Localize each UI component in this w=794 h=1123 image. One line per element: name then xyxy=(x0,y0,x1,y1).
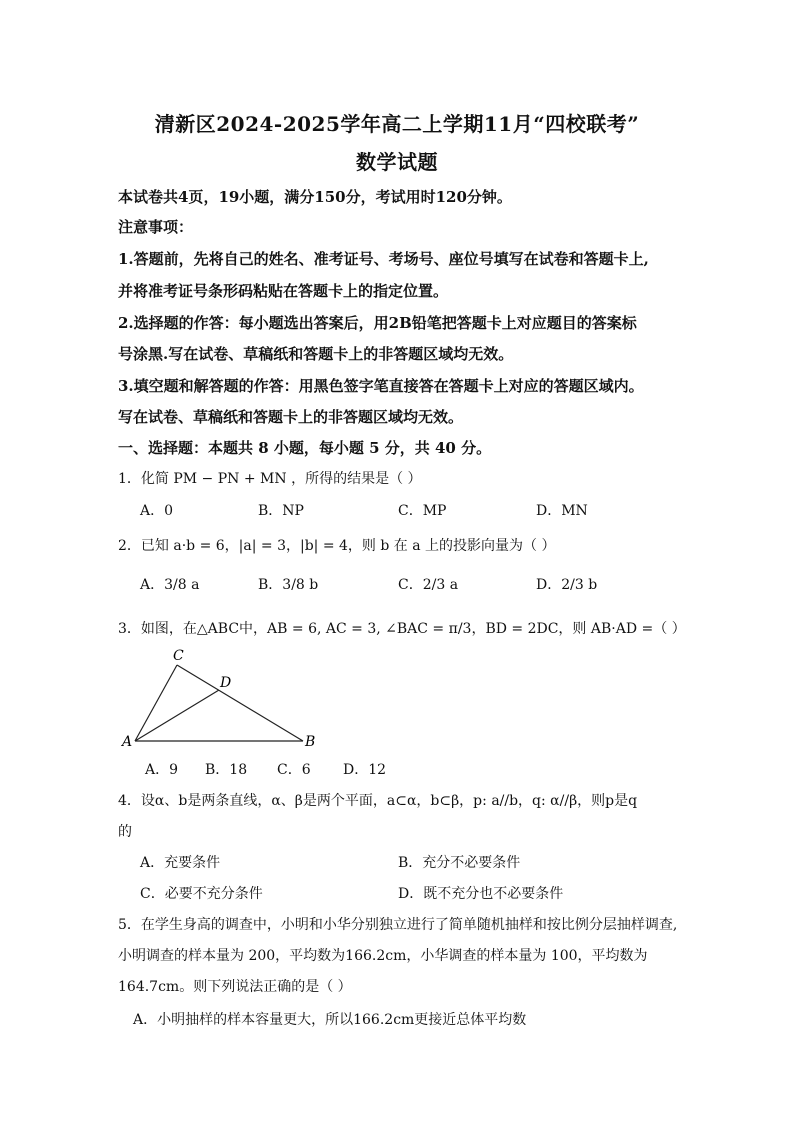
question-4-stem-line-2: 的 xyxy=(118,824,132,840)
q2-option-d: D．2/3 b xyxy=(536,577,598,593)
exam-title: 清新区2024-2025学年高二上学期11月“四校联考” xyxy=(154,112,640,136)
q2-option-a: A．3/8 a xyxy=(140,577,200,593)
note-3-line-1: 3.填空题和解答题的作答：用黑色签字笔直接答在答题卡上对应的答题区域内。 xyxy=(118,377,644,395)
note-1-line-2: 并将准考证号条形码粘贴在答题卡上的指定位置。 xyxy=(118,282,449,300)
question-5-stem-line-3: 164.7cm。则下列说法正确的是（ ） xyxy=(118,979,352,995)
q3-option-b: B．18 xyxy=(205,762,248,778)
segment-cb xyxy=(177,665,303,741)
q3-option-d: D．12 xyxy=(343,762,387,778)
q5-option-a: A．小明抽样的样本容量更大，所以166.2cm更接近总体平均数 xyxy=(133,1012,527,1028)
q2-option-c: C．2/3 a xyxy=(398,577,459,593)
segment-ac xyxy=(135,665,177,741)
label-d: D xyxy=(220,675,232,691)
note-2-line-2: 号涂黑.写在试卷、草稿纸和答题卡上的非答题区域均无效。 xyxy=(118,345,514,363)
section-1-heading: 一、选择题：本题共 8 小题，每小题 5 分，共 40 分。 xyxy=(118,439,492,457)
question-3-stem: 3．如图，在△ABC中，AB = 6, AC = 3, ∠BAC = π/3，BD = 2DC，则 AB·AD =（ ） xyxy=(118,621,686,637)
q3-option-c: C．6 xyxy=(277,762,311,778)
q1-option-c: C．MP xyxy=(398,503,447,519)
q4-option-a: A．充要条件 xyxy=(140,855,221,871)
question-1-stem: 1．化简 PM − PN + MN ，所得的结果是（ ） xyxy=(118,471,422,487)
note-2-line-1: 2.选择题的作答：每小题选出答案后，用2B铅笔把答题卡上对应题目的答案标 xyxy=(118,314,637,332)
q4-option-c: C．必要不充分条件 xyxy=(140,886,263,902)
q3-option-a: A．9 xyxy=(145,762,179,778)
triangle-figure xyxy=(115,645,325,755)
label-a: A xyxy=(122,734,133,750)
note-3-line-2: 写在试卷、草稿纸和答题卡上的非答题区域均无效。 xyxy=(118,408,464,426)
label-c: C xyxy=(173,648,184,664)
label-b: B xyxy=(305,734,316,750)
exam-summary: 本试卷共4页，19小题，满分150分，考试用时120分钟。 xyxy=(118,188,512,206)
q2-option-b: B．3/8 b xyxy=(258,577,319,593)
q4-option-d: D．既不充分也不必要条件 xyxy=(398,886,564,902)
notes-heading: 注意事项： xyxy=(118,218,194,236)
question-5-stem-line-1: 5．在学生身高的调查中，小明和小华分别独立进行了简单随机抽样和按比例分层抽样调查, xyxy=(118,917,678,933)
q1-option-a: A．0 xyxy=(140,503,174,519)
segment-ad xyxy=(135,690,219,741)
question-4-stem-line-1: 4．设α、b是两条直线，α、β是两个平面，a⊂α，b⊂β，p: a//b，q: α//β，则p是q xyxy=(118,793,638,809)
q1-option-b: B．NP xyxy=(258,503,304,519)
q1-option-d: D．MN xyxy=(536,503,588,519)
question-5-stem-line-2: 小明调查的样本量为 200，平均数为166.2cm，小华调查的样本量为 100，平均数为 xyxy=(118,948,648,964)
note-1-line-1: 1.答题前，先将自己的姓名、准考证号、考场号、座位号填写在试卷和答题卡上, xyxy=(118,250,649,268)
question-2-stem: 2．已知 a·b = 6，|a| = 3，|b| = 4，则 b 在 a 上的投影向量为（ ） xyxy=(118,538,556,554)
exam-subtitle: 数学试题 xyxy=(356,150,438,174)
q4-option-b: B．充分不必要条件 xyxy=(398,855,521,871)
